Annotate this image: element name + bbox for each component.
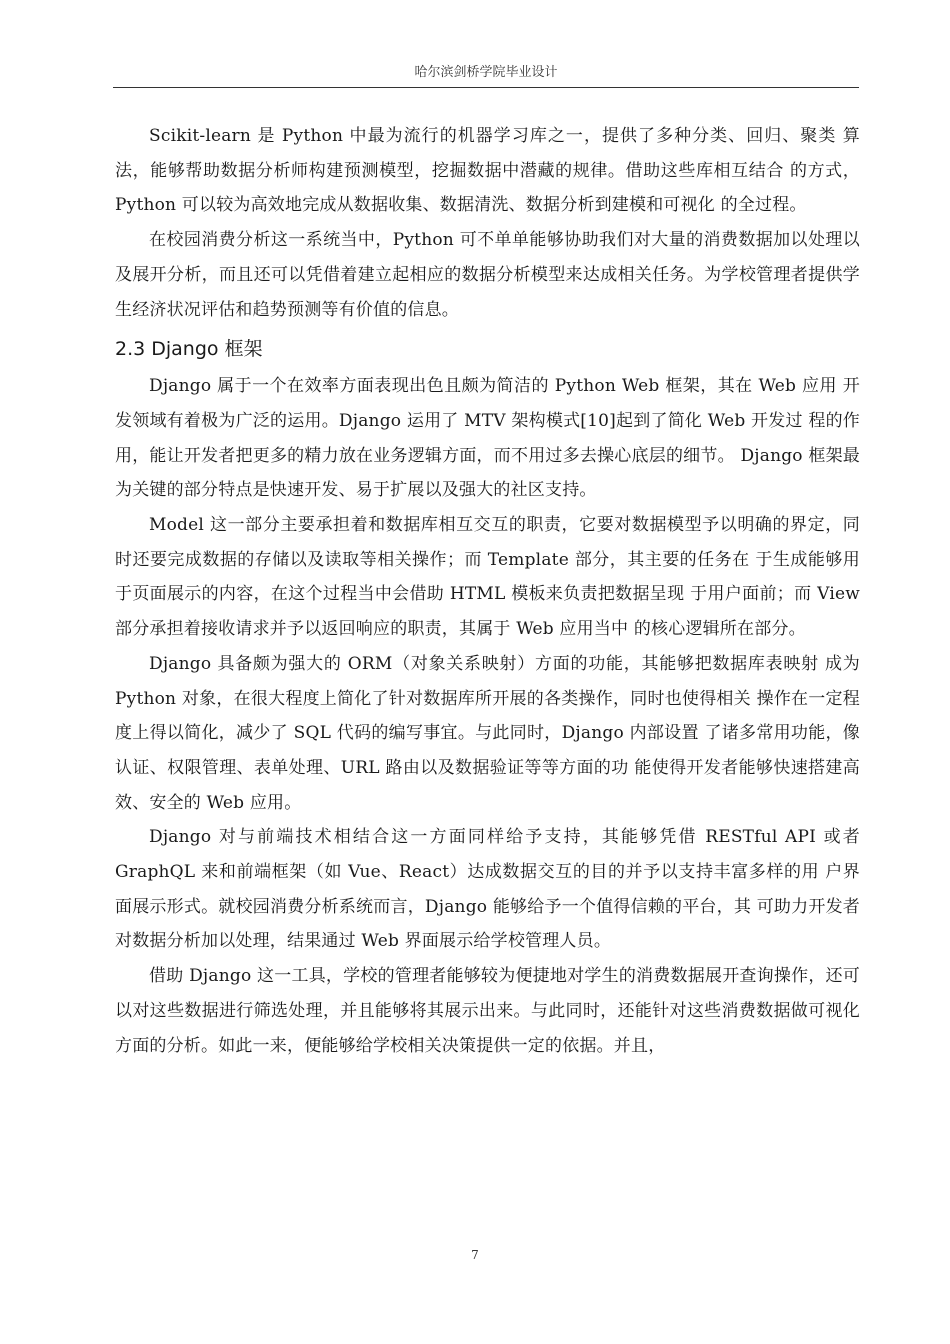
- document-body: [115, 119, 860, 1063]
- page-header: [113, 63, 859, 88]
- section-heading-django: 2.3 Django 框架: [115, 338, 263, 361]
- paragraph-orm: Django 具备颇为强大的 ORM（对象关系映射）方面的功能，其能够把数据库表映射 成为 Python 对象，在很大程度上简化了针对数据库所开展的各类操作，同时也使得相关 操作在一定程度上得以简化，减少了 SQL 代码的编写事宜。与此同时，Django 内部设置 了诸多常用功能，像认证、权限管理、表单处理、URL 路由以及数据验证等等方面的功 能使得开发者能够快速搭建高效、安全的 Web 应用。: [115, 653, 860, 813]
- paragraph-management: 借助 Django 这一工具，学校的管理者能够较为便捷地对学生的消费数据展开查询操作，还可以对这些数据进行筛选处理，并且能够将其展示出来。与此同时，还能针对这些消费数据做可视化方面的分析。如此一来，便能够给学校相关决策提供一定的依据。并且，: [115, 966, 860, 1056]
- paragraph-scikit-learn: Scikit-learn 是 Python 中最为流行的机器学习库之一，提供了多种分类、回归、聚类 算法，能够帮助数据分析师构建预测模型，挖掘数据中潜藏的规律。借助这些库相互结合 的方式，Python 可以较为高效地完成从数据收集、数据清洗、数据分析到建模和可视化 的全过程。: [115, 126, 860, 216]
- paragraph-frontend: Django 对与前端技术相结合这一方面同样给予支持，其能够凭借 RESTful API 或者 GraphQL 来和前端框架（如 Vue、React）达成数据交互的目的并予以支持丰富多样的用 户界面展示形式。就校园消费分析系统而言，Django 能够给予一个值得信赖的平台，其 可助力开发者对数据分析加以处理，结果通过 Web 界面展示给学校管理人员。: [115, 827, 860, 952]
- header-title: 哈尔滨剑桥学院毕业设计: [414, 65, 558, 80]
- page-number: 7: [471, 1248, 479, 1262]
- paragraph-django-intro: Django 属于一个在效率方面表现出色且颇为简洁的 Python Web 框架，其在 Web 应用 开发领域有着极为广泛的运用。Django 运用了 MTV 架构模式[10]起到了简化 Web 开发过 程的作用，能让开发者把更多的精力放在业务逻辑方面，而不用过多去操心底层的细节。 Django 框架最为关键的部分特点是快速开发、易于扩展以及强大的社区支持。: [115, 376, 860, 501]
- paragraph-mtv-model: Model 这一部分主要承担着和数据库相互交互的职责，它要对数据模型予以明确的界定，同时还要完成数据的存储以及读取等相关操作；而 Template 部分，其主要的任务在 于生成能够用于页面展示的内容，在这个过程当中会借助 HTML 模板来负责把数据呈现 于用户面前；而 View 部分承担着接收请求并予以返回响应的职责，其属于 Web 应用当中 的核心逻辑所在部分。: [115, 515, 860, 640]
- paragraph-campus-python: 在校园消费分析这一系统当中，Python 可不单单能够协助我们对大量的消费数据加以处理以及展开分析，而且还可以凭借着建立起相应的数据分析模型来达成相关任务。为学校管理者提供学生经济状况评估和趋势预测等有价值的信息。: [115, 230, 860, 320]
